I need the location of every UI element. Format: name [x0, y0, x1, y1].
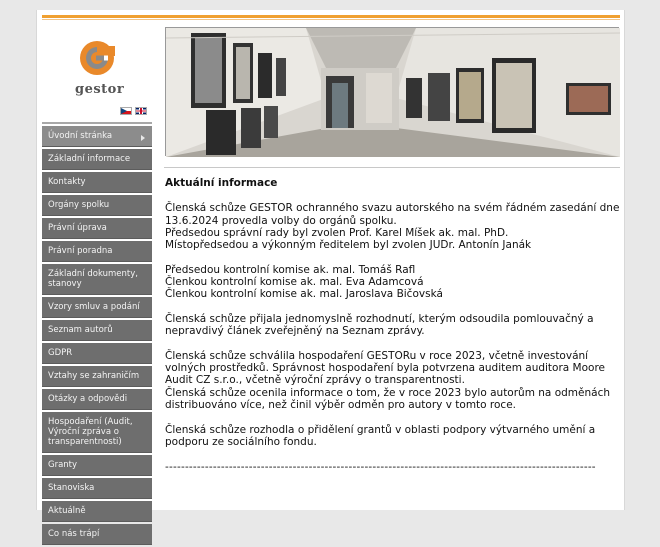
sidebar-item-vzory-smluv[interactable]: Vzory smluv a podání [42, 297, 152, 318]
sidebar-item-organy-spolku[interactable]: Orgány spolku [42, 195, 152, 216]
sidebar-item-zakladni-dokumenty[interactable]: Základní dokumenty, stanovy [42, 264, 152, 295]
sidebar-item-hospodareni[interactable]: Hospodaření (Audit, Výroční zpráva o transparentnosti) [42, 412, 152, 453]
sidebar-item-pravni-uprava[interactable]: Právní úprava [42, 218, 152, 239]
sidebar-item-granty[interactable]: Granty [42, 455, 152, 476]
sidebar-item-kontakty[interactable]: Kontakty [42, 172, 152, 193]
sidebar-item-otazky-a-odpovedi[interactable]: Otázky a odpovědi [42, 389, 152, 410]
sidebar-item-seznam-autoru[interactable]: Seznam autorů [42, 320, 152, 341]
news-paragraph-grants: Členská schůze rozhodla o přidělení grantů v oblasti podpory výtvarného umění a podporu ze sociálního fondu. [165, 423, 596, 448]
gestor-logo[interactable] [75, 40, 125, 100]
page-title: Aktuální informace [165, 177, 278, 189]
nav-top-rule [42, 122, 152, 124]
dashed-separator: ------------------------------------------------------------------------------------------------------------ [165, 460, 596, 473]
uk-flag-icon[interactable] [135, 107, 147, 115]
news-paragraph-control-committee: Předsedou kontrolní komise ak. mal. Tomáš Rafl Členkou kontrolní komise ak. mal. Eva Adamcová Členkou kontrolní komise ak. mal. Jaroslava Bičovská [165, 263, 443, 301]
gallery-hero-image [165, 27, 619, 156]
news-paragraph-elections: Členská schůze GESTOR ochranného svazu autorského na svém řádném zasedání dne 13.6.2024 provedla volby do orgánů spolku. Předsedou správní rady byl zvolen Prof. Karel Míšek ak. mal. PhD. Místopředsedou a výkonným ředitelem byl zvolen JUDr. Antonín Janák [165, 202, 620, 252]
language-switcher [120, 107, 147, 115]
top-accent-rule [42, 15, 620, 18]
page-container [36, 10, 625, 539]
czech-flag-icon[interactable] [120, 107, 132, 115]
sidebar-item-aktualne[interactable]: Aktuálně [42, 501, 152, 522]
sidebar-item-zakladni-informace[interactable]: Základní informace [42, 149, 152, 170]
sidebar-item-stanoviska[interactable]: Stanoviska [42, 478, 152, 499]
sidebar-item-pravni-poradna[interactable]: Právní poradna [42, 241, 152, 262]
news-paragraph-resolution: Členská schůze přijala jednomyslně rozhodnutí, kterým odsoudila pomlouvačný a nepravdivý článek zveřejněný na Seznam zprávy. [165, 312, 594, 338]
sidebar-item-uvodni-stranka[interactable]: Úvodní stránka [42, 126, 152, 147]
gallery-photo [166, 28, 620, 157]
sidebar-item-vztahy-se-zahranicim[interactable]: Vztahy se zahraničím [42, 366, 152, 387]
brand-name: gestor [75, 82, 125, 97]
sidebar-item-co-nas-trapi[interactable]: Co nás trápí [42, 524, 152, 545]
content-divider [164, 167, 620, 168]
top-accent-rule-thin [42, 19, 620, 20]
main-content [165, 177, 620, 485]
sidebar-nav [42, 122, 152, 547]
sidebar-item-gdpr[interactable]: GDPR [42, 343, 152, 364]
news-paragraph-finances: Členská schůze schválila hospodaření GESTORu v roce 2023, včetně investování volných prostředků. Správnost hospodaření byla potvrzena auditem auditora Moore Audit CZ s.r.o., včetně výroční zprávy o transparentnosti. Členská schůze ocenila informace o tom, že v roce 2023 bylo autorům na odměnách distribuováno více, než činil výběr odměn pro autory v tomto roce. [165, 349, 610, 412]
gestor-g-logo-icon [79, 40, 115, 76]
